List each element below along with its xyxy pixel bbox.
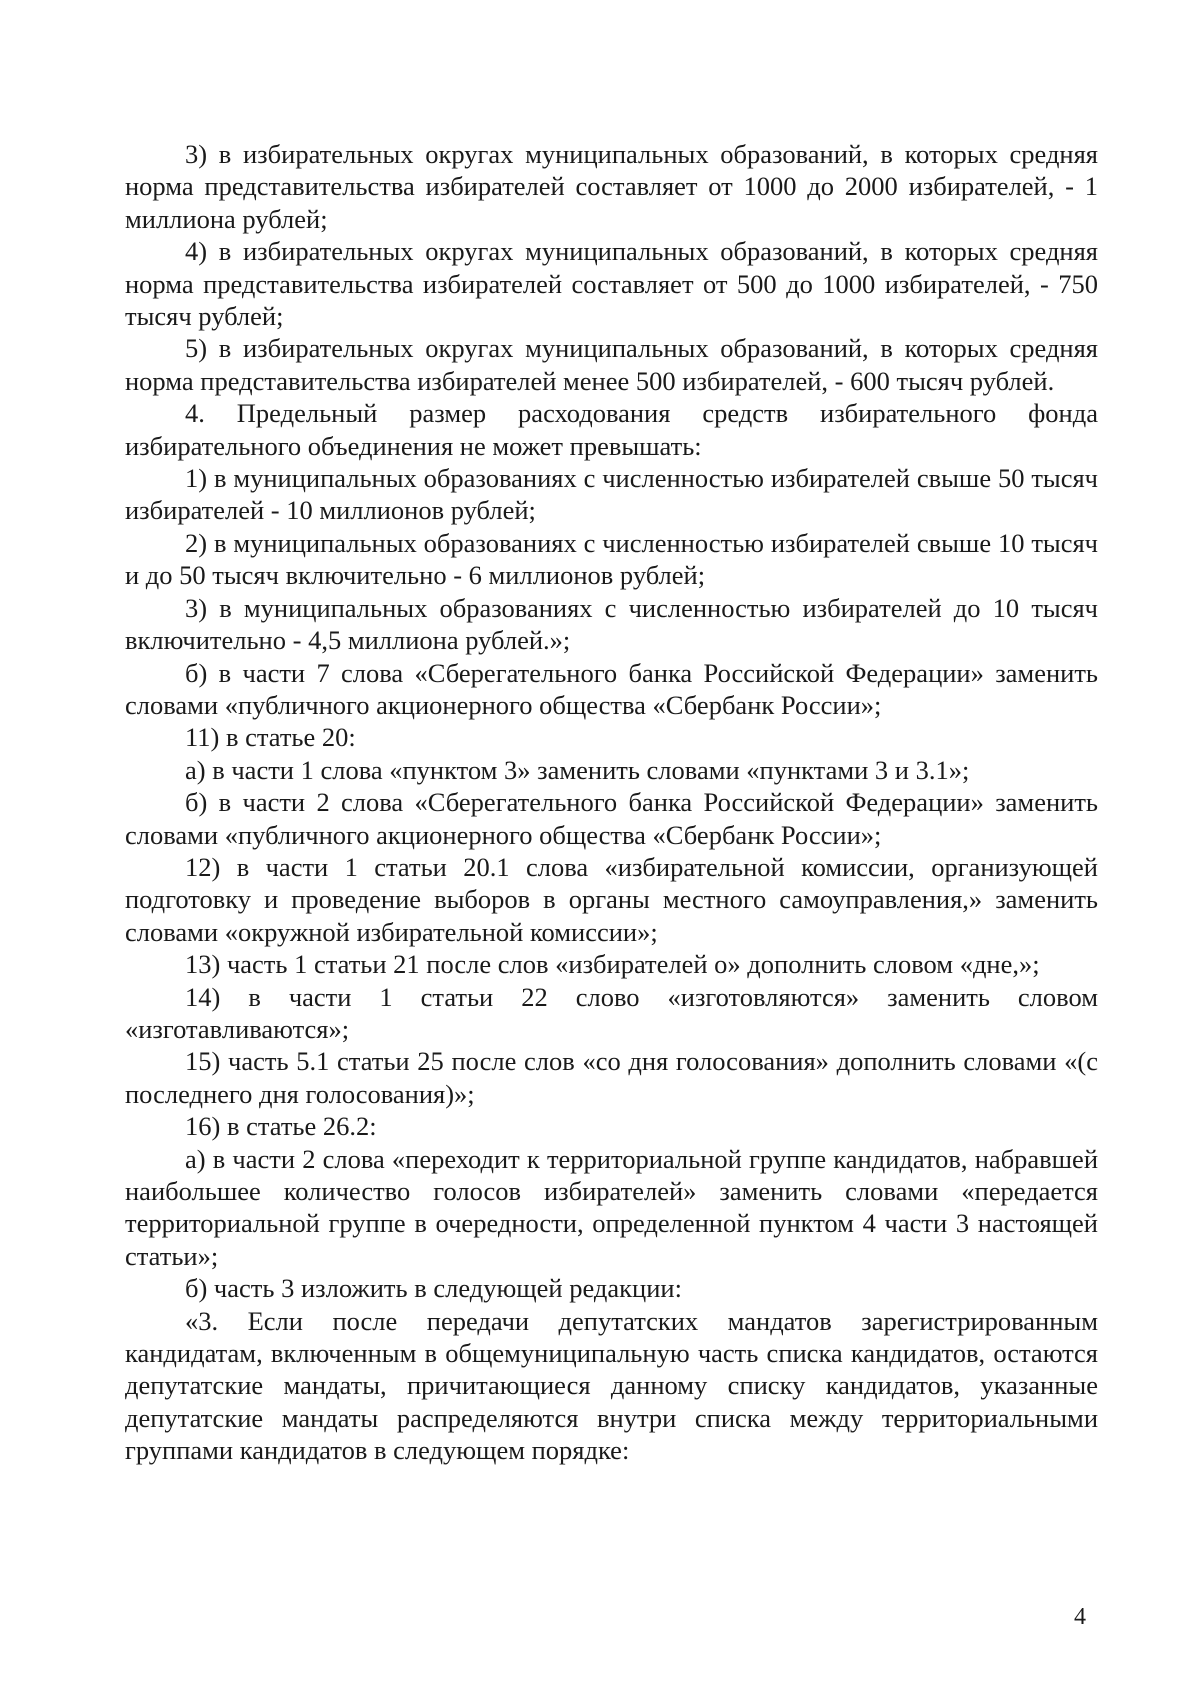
paragraph-part-7-amendment: б) в части 7 слова «Сберегательного банка Российской Федерации» заменить словами «публичного акционерного общества «Сбербанк России»; — [125, 657, 1098, 720]
paragraph-article-20-a: а) в части 1 слова «пунктом 3» заменить словами «пунктами 3 и 3.1»; — [185, 754, 970, 785]
paragraph-article-20: 11) в статье 20: — [185, 722, 356, 753]
document-body — [125, 138, 1098, 1467]
paragraph-limit-1: 1) в муниципальных образованиях с численностью избирателей свыше 50 тысяч избирателей - 10 миллионов рублей; — [125, 463, 1098, 526]
paragraph-limit-3: 3) в муниципальных образованиях с численностью избирателей до 10 тысяч включительно - 4,5 миллиона рублей.»; — [125, 592, 1098, 656]
paragraph-item-4: 4) в избирательных округах муниципальных образований, в которых средняя норма представительства избирателей составляет от 500 до 1000 избирателей, - 750 тысяч рублей; — [125, 236, 1098, 332]
paragraph-article-26-2: 16) в статье 26.2: — [185, 1111, 377, 1142]
paragraph-item-5: 5) в избирательных округах муниципальных образований, в которых средняя норма представительства избирателей менее 500 избирателей, - 600 тысяч рублей. — [125, 333, 1098, 396]
paragraph-article-20-b: б) в части 2 слова «Сберегательного банка Российской Федерации» заменить словами «публичного акционерного общества «Сбербанк России»; — [125, 787, 1098, 850]
paragraph-article-20-1: 12) в части 1 статьи 20.1 слова «избирательной комиссии, организующей подготовку и проведение выборов в органы местного самоуправления,» заменить словами «окружной избирательной комиссии»; — [125, 851, 1098, 947]
paragraph-limit-2: 2) в муниципальных образованиях с численностью избирателей свыше 10 тысяч и до 50 тысяч включительно - 6 миллионов рублей; — [125, 527, 1098, 591]
paragraph-article-25: 15) часть 5.1 статьи 25 после слов «со дня голосования» дополнить словами «(с последнего дня голосования)»; — [125, 1046, 1098, 1109]
paragraph-article-21: 13) часть 1 статьи 21 после слов «избирателей о» дополнить словом «дне,»; — [185, 949, 1040, 980]
paragraph-article-22: 14) в части 1 статьи 22 слово «изготовляются» заменить словом «изготавливаются»; — [125, 981, 1098, 1044]
paragraph-article-26-2-a: а) в части 2 слова «переходит к территориальной группе кандидатов, набравшей наибольшее количество голосов избирателей» заменить словами «передается территориальной группе в очередности, определенной пунктом 4 части 3 настоящей статьи»; — [125, 1143, 1098, 1271]
page-number: 4 — [1074, 1604, 1086, 1630]
paragraph-part-4: 4. Предельный размер расходования средств избирательного фонда избирательного объединения не может превышать: — [125, 398, 1098, 461]
paragraph-article-26-2-b: б) часть 3 изложить в следующей редакции: — [185, 1273, 682, 1304]
paragraph-part-3-text: «3. Если после передачи депутатских мандатов зарегистрированным кандидатам, включенным в общемуниципальную часть списка кандидатов, остаются депутатские мандаты, причитающиеся данному списку кандидатов, указанные депутатские мандаты распределяются внутри списка между территориальными группами кандидатов в следующем порядке: — [125, 1305, 1098, 1466]
paragraph-item-3: 3) в избирательных округах муниципальных образований, в которых средняя норма представительства избирателей составляет от 1000 до 2000 избирателей, - 1 миллиона рублей; — [125, 139, 1098, 234]
